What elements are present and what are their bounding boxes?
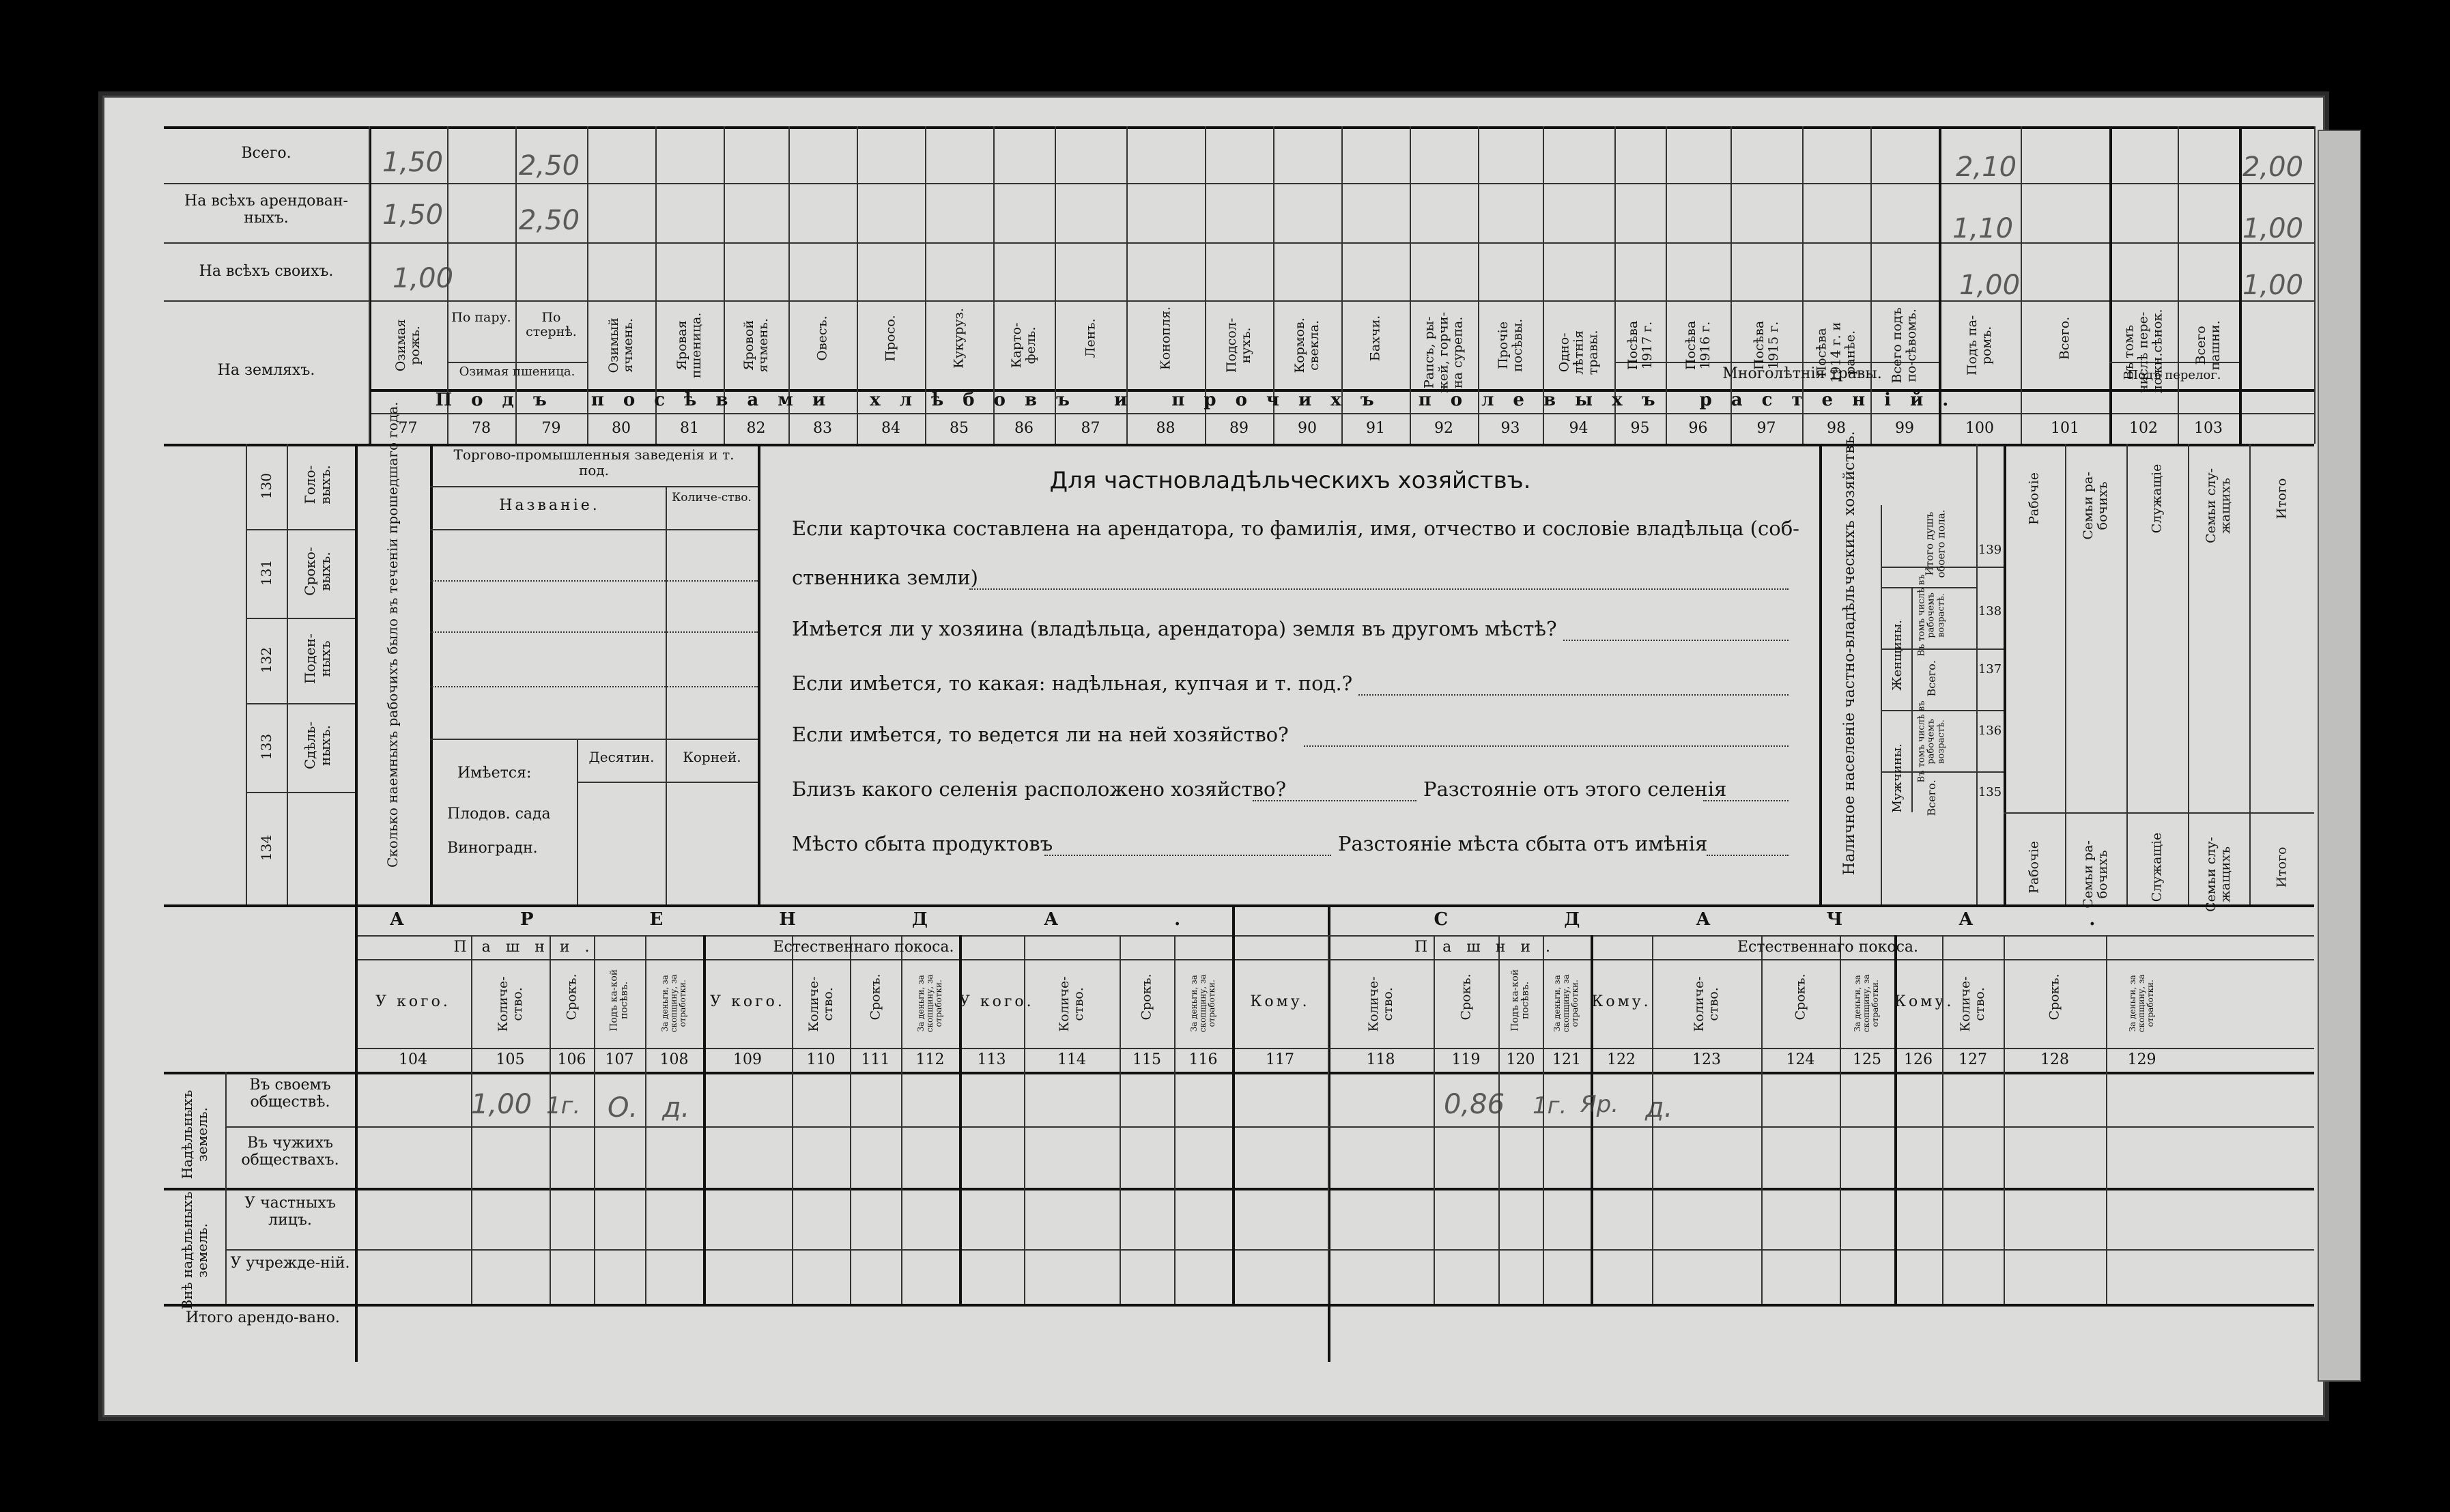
- q6a: Мѣсто сбыта продуктовъ: [792, 832, 1053, 855]
- top-col-number: 83: [813, 420, 832, 437]
- lease-col-number: 117: [1266, 1051, 1294, 1068]
- hand-arend-77: 1,50: [382, 199, 444, 231]
- livestock-num-130: 130: [258, 472, 274, 499]
- crop-header-18: Посѣва 1917 г.: [1625, 320, 1655, 370]
- q1a: Если карточка составлена на арендатора, то фамилія, имя, отчество и сословіе владѣльца (соб-: [792, 517, 1799, 540]
- hand-vsego-77: 1,50: [382, 147, 444, 178]
- zhenshchiny-label: Женщины.: [1890, 620, 1905, 691]
- desyatin-col: Десятин.: [588, 749, 655, 765]
- row-label-arendovannykh: На всѣхъ арендован-ныхъ.: [184, 192, 348, 227]
- crop-header-4: Яровая пшеница.: [674, 312, 704, 379]
- q6b: Разстояніе мѣста сбыта отъ имѣнія: [1338, 832, 1708, 855]
- livestock-label-1: Сроко-выхъ.: [302, 547, 333, 596]
- lease-col-number: 123: [1692, 1051, 1721, 1068]
- lease-col-number: 108: [659, 1051, 689, 1068]
- pop-col-bot-4: Итого: [2274, 846, 2290, 888]
- crop-header-22: Всего подъ по-сѣвомъ.: [1890, 307, 1919, 384]
- lease-col-line: [792, 935, 793, 1304]
- lease-header-106: Срокъ.: [564, 973, 580, 1021]
- trade-qty-col: Количе-ство.: [672, 491, 752, 504]
- row-chuzhikh: Въ чужихъ обществахъ.: [241, 1135, 339, 1169]
- top-col-number: 103: [2194, 420, 2223, 437]
- trade-name-col: Названіе.: [499, 497, 600, 514]
- lease-col-number: 104: [399, 1051, 427, 1068]
- pop-col-bot-1: Семьи ра-бочихъ: [2081, 840, 2110, 909]
- lease-col-line: [901, 935, 902, 1304]
- korney-col: Корней.: [683, 749, 741, 765]
- top-col-number: 97: [1756, 420, 1776, 437]
- lease-col-line: [1761, 935, 1763, 1304]
- crop-header-25: Въ томъ числѣ пере-ложн.сѣнок.: [2121, 309, 2165, 394]
- lease-header-122: Кому.: [1591, 993, 1651, 1010]
- muzh-vsego: Всего.: [1925, 780, 1939, 816]
- hand-arend-99: 1,10: [1952, 213, 2014, 244]
- zhen-v-tom-chisle: Въ томъ числѣ въ рабочемъ возрастѣ.: [1916, 574, 1947, 657]
- pop-num-139: 139: [1978, 543, 2002, 557]
- row-label-svoikh: На всѣхъ своихъ.: [199, 263, 334, 280]
- lease-col-line: [1328, 935, 1329, 1304]
- top-col-number: 84: [881, 420, 900, 437]
- top-col-number: 98: [1827, 420, 1846, 437]
- row-uchrezhdeniy: У учрежде-ній.: [230, 1255, 350, 1272]
- lease-header-124: Срокъ.: [1793, 973, 1808, 1021]
- top-col-number: 96: [1688, 420, 1708, 437]
- top-col-line: [2314, 126, 2316, 444]
- pop-col-top-4: Итого: [2274, 478, 2290, 519]
- lease-col-number: 127: [1958, 1051, 1987, 1068]
- lease-header-104: У кого.: [375, 993, 451, 1010]
- lease-col-number: 107: [605, 1051, 634, 1068]
- pop-col-bot-2: Служащіе: [2149, 832, 2165, 902]
- q5a: Близъ какого селенія расположено хозяйство?: [792, 778, 1287, 801]
- sdacha-pashni: Пашни.: [1414, 939, 1566, 956]
- hand-s106: 1г.: [546, 1092, 581, 1119]
- lease-header-126: Кому.: [1894, 993, 1954, 1010]
- pop-num-137: 137: [1978, 662, 2002, 676]
- lease-header-114: Количе-ство.: [1057, 976, 1086, 1032]
- lease-col-line: [1591, 935, 1593, 1304]
- hired-workers-vertical: Сколько наемныхъ рабочихъ было въ теченіи прошедшаго года.: [384, 401, 401, 868]
- crop-header-23: Подъ па-ромъ.: [1965, 315, 1994, 376]
- lease-header-119: Срокъ.: [1458, 973, 1474, 1021]
- lease-col-line: [645, 935, 646, 1304]
- top-col-number: 89: [1229, 420, 1249, 437]
- pop-col-bot-3: Семьи слу-жащихъ: [2204, 836, 2233, 912]
- q3: Если имѣется, то какая: надѣльная, купчая и т. под.?: [792, 672, 1353, 695]
- top-col-line: [2239, 126, 2242, 444]
- pop-col-top-1: Семьи ра-бочихъ: [2081, 472, 2110, 540]
- lease-col-number: 112: [915, 1051, 945, 1068]
- subheader-line: [447, 362, 587, 363]
- hand-svoikh-103: 1,00: [2242, 270, 2304, 301]
- lease-col-line: [703, 935, 706, 1304]
- crop-header-5: Яровой ячмень.: [741, 318, 771, 373]
- hand-arend-79: 2,50: [519, 205, 580, 236]
- lease-col-line: [1434, 935, 1435, 1304]
- crop-header-2: По стернѣ.: [526, 310, 577, 339]
- lease-header-107: Подъ ка-кой посѣвъ.: [608, 969, 630, 1031]
- crop-header-10: Ленъ.: [1083, 318, 1098, 358]
- top-col-number: 88: [1156, 420, 1176, 437]
- crop-header-3: Озимый ячмень.: [606, 317, 636, 373]
- top-col-number: 92: [1434, 420, 1453, 437]
- top-col-number: 95: [1630, 420, 1650, 437]
- lease-col-number: 113: [977, 1051, 1006, 1068]
- lease-header-120: Подъ ка-кой посѣвъ.: [1509, 969, 1531, 1031]
- hand-svoikh-77: 1,00: [393, 263, 454, 294]
- lease-col-line: [1174, 935, 1176, 1304]
- livestock-row-line: [246, 618, 355, 619]
- top-col-number: 79: [541, 420, 561, 437]
- livestock-num-134: 134: [258, 834, 274, 861]
- top-col-number: 78: [472, 420, 491, 437]
- lease-col-number: 124: [1786, 1051, 1815, 1068]
- zhen-vsego: Всего.: [1925, 660, 1939, 697]
- card-edge: [2318, 130, 2361, 1382]
- lease-col-line: [1120, 935, 1121, 1304]
- plodov-sada-label: Плодов. сада: [447, 805, 551, 823]
- crop-header-9: Карто-фель.: [1009, 322, 1038, 369]
- crop-header-0: Озимая рожь.: [393, 319, 423, 372]
- lease-col-line: [1232, 904, 1235, 1304]
- lease-col-number: 128: [2040, 1051, 2069, 1068]
- lease-header-118: Количе-ство.: [1365, 976, 1395, 1032]
- top-col-line: [2021, 126, 2022, 444]
- lease-col-line: [355, 904, 358, 1304]
- row-itogo: Итого арендо-вано.: [186, 1309, 340, 1326]
- pop-num-136: 136: [1978, 724, 2002, 738]
- hand-z121: д.: [1645, 1092, 1673, 1124]
- q2: Имѣется ли у хозяина (владѣльца, арендатора) земля въ другомъ мѣстѣ?: [792, 617, 1557, 640]
- top-col-number: 102: [2129, 420, 2158, 437]
- trade-title: Торгово-промышленныя заведенія и т. под.: [453, 446, 735, 479]
- hand-vsego-103: 2,00: [2242, 152, 2304, 183]
- crop-header-17: Одно-лѣтнія травы.: [1556, 330, 1600, 375]
- top-col-number: 85: [950, 420, 969, 437]
- crop-header-1: По пару.: [451, 310, 511, 325]
- pop-col-bot-0: Рабочіе: [2026, 841, 2042, 894]
- ozimaya-pshenitsa-label: Озимая пшеница.: [459, 365, 575, 379]
- top-col-number: 91: [1366, 420, 1385, 437]
- top-col-number: 86: [1014, 420, 1034, 437]
- livestock-label-0: Голо-выхъ.: [302, 464, 333, 504]
- livestock-label-2: Поден-ныхъ: [302, 633, 333, 684]
- lease-col-line: [1024, 935, 1025, 1304]
- crop-header-21: Посѣва 1914 г. и ранѣе.: [1814, 322, 1858, 383]
- lease-header-117: Кому.: [1250, 993, 1310, 1010]
- pop-num-138: 138: [1978, 604, 2002, 618]
- lease-col-number: 126: [1904, 1051, 1933, 1068]
- livestock-row-line: [246, 529, 355, 530]
- lease-col-number: 121: [1552, 1051, 1581, 1068]
- pop-col-top-0: Рабочіе: [2026, 472, 2042, 525]
- lease-header-127: Количе-ство.: [1958, 976, 1987, 1032]
- lease-col-line: [1942, 935, 1943, 1304]
- sdacha-title: СДАЧА.: [1434, 909, 2212, 930]
- pop-num-135: 135: [1978, 785, 2002, 799]
- top-col-number: 94: [1569, 420, 1589, 437]
- population-vertical: Наличное населеніе частно-владѣльческихъ хозяйствъ.: [1840, 431, 1858, 876]
- lease-col-number: 111: [861, 1051, 890, 1068]
- crop-header-8: Кукуруз.: [951, 308, 967, 369]
- lease-col-line: [2004, 935, 2005, 1304]
- crop-header-26: Всего пашни.: [2193, 320, 2223, 371]
- livestock-row-line: [246, 792, 355, 793]
- lease-col-number: 118: [1366, 1051, 1395, 1068]
- row-svoem: Въ своемъ обществѣ.: [249, 1076, 331, 1111]
- lease-header-129: За деньги, за скопщину, за отработки.: [2127, 974, 2156, 1033]
- hand-p107: О.: [608, 1092, 638, 1124]
- lease-header-110: Количе-ство.: [806, 976, 836, 1032]
- lease-header-123: Количе-ство.: [1692, 976, 1721, 1032]
- mnogoletnie-travy-label: Многолѣтнія травы.: [1722, 365, 1882, 382]
- lease-header-113: У кого.: [959, 993, 1034, 1010]
- q4: Если имѣется, то ведется ли на ней хозяйство?: [792, 723, 1289, 746]
- hand-vsego-99: 2,10: [1956, 152, 2017, 183]
- top-col-line: [2109, 126, 2112, 444]
- top-col-number: 82: [746, 420, 766, 437]
- livestock-num-131: 131: [258, 559, 274, 586]
- crop-header-11: Конопля.: [1158, 306, 1173, 370]
- lease-col-number: 115: [1133, 1051, 1161, 1068]
- hand-q118: 0,86: [1444, 1089, 1505, 1120]
- livestock-label-3: Сдѣль-ныхъ.: [302, 721, 333, 770]
- q5b: Разстояніе отъ этого селенія: [1423, 778, 1727, 801]
- crop-header-20: Посѣва 1915 г.: [1751, 320, 1781, 370]
- lease-col-line: [1894, 935, 1897, 1304]
- private-title: Для частновладѣльческихъ хозяйствъ.: [1049, 467, 1531, 494]
- lease-col-number: 110: [806, 1051, 836, 1068]
- row-label-zemlyakh: На земляхъ.: [217, 362, 315, 379]
- pop-col-top-2: Служащіе: [2149, 463, 2165, 534]
- lease-col-number: 116: [1188, 1051, 1218, 1068]
- lease-col-number: 114: [1057, 1051, 1086, 1068]
- top-col-number: 81: [680, 420, 699, 437]
- banner-posevy: Подъ посѣвами хлѣбовъ и прочихъ полевыхъ растеній.: [435, 390, 1968, 410]
- vinograd-label: Виноградн.: [447, 840, 538, 857]
- arenda-pokos: Естественнаго покоса.: [773, 939, 954, 956]
- lease-col-line: [1840, 935, 1841, 1304]
- top-col-number: 93: [1500, 420, 1520, 437]
- imeetsya-label: Имѣется:: [457, 765, 532, 782]
- livestock-row-line: [246, 703, 355, 704]
- hand-arend-103: 1,00: [2242, 213, 2304, 244]
- lease-col-number: 106: [557, 1051, 586, 1068]
- lease-col-line: [850, 935, 851, 1304]
- crop-header-16: Прочіе посѣвы.: [1495, 318, 1525, 372]
- vnenadel-group: Внѣ надѣльныхъ земель.: [179, 1191, 210, 1310]
- top-col-line: [2178, 126, 2179, 444]
- crop-header-15: Рапсъ, ры-жей, горчи-на сурепа.: [1421, 312, 1466, 393]
- row-label-vsego: Всего.: [241, 145, 291, 162]
- muzh-v-tom-chisle: Въ томъ числѣ въ рабочемъ возрастѣ.: [1916, 700, 1947, 783]
- top-col-number: 100: [1965, 420, 1994, 437]
- lease-header-125: За деньги, за скопщину, за отработки.: [1853, 974, 1881, 1033]
- lease-col-number: 120: [1506, 1051, 1535, 1068]
- livestock-num-133: 133: [258, 733, 274, 760]
- lease-col-line: [550, 935, 551, 1304]
- hand-svoikh-99: 1,00: [1959, 270, 2021, 301]
- livestock-num-132: 132: [258, 646, 274, 673]
- top-col-number: 90: [1298, 420, 1317, 437]
- lease-header-105: Количе-ство.: [495, 976, 525, 1032]
- lease-header-109: У кого.: [710, 993, 785, 1010]
- nadelnykh-group: Надѣльныхъ земель.: [179, 1089, 210, 1180]
- lease-col-number: 119: [1451, 1051, 1481, 1068]
- lease-header-111: Срокъ.: [868, 973, 883, 1021]
- hand-z108: д.: [662, 1092, 690, 1124]
- lease-col-line: [594, 935, 595, 1304]
- top-col-number: 99: [1895, 420, 1914, 437]
- crop-header-14: Бахчи.: [1367, 315, 1383, 362]
- q1b: ственника земли): [792, 566, 978, 589]
- crop-header-12: Подсол-нухъ.: [1224, 317, 1253, 373]
- hand-vsego-79: 2,50: [519, 150, 580, 182]
- lease-col-number: 109: [733, 1051, 762, 1068]
- lease-col-line: [1543, 935, 1544, 1304]
- lease-header-115: Срокъ.: [1139, 973, 1154, 1021]
- lease-header-121: За деньги, за скопщину, за отработки.: [1552, 974, 1580, 1033]
- lease-header-116: За деньги, за скопщину, за отработки.: [1188, 974, 1217, 1033]
- lease-col-line: [2106, 935, 2107, 1304]
- muzhchiny-label: Мужчины.: [1890, 743, 1905, 813]
- crop-header-7: Просо.: [883, 315, 898, 362]
- arenda-title: АРЕНДА.: [389, 909, 1297, 930]
- top-col-number: 101: [2051, 420, 2079, 437]
- itogo-dush: Итого душъ обоего пола.: [1923, 509, 1947, 578]
- lease-header-112: За деньги, за скопщину, за отработки.: [915, 974, 944, 1033]
- lease-col-number: 125: [1853, 1051, 1881, 1068]
- lease-col-number: 122: [1607, 1051, 1636, 1068]
- hand-q105: 1,00: [471, 1089, 532, 1120]
- crop-header-13: Кормов. свекла.: [1292, 317, 1322, 373]
- crop-header-19: Посѣва 1916 г.: [1683, 320, 1713, 370]
- top-col-number: 80: [612, 420, 631, 437]
- hand-p120: Яр.: [1580, 1091, 1619, 1118]
- lease-col-line: [959, 935, 962, 1304]
- crop-header-6: Овесъ.: [814, 315, 830, 361]
- row-chastnykh: У частныхъ лицъ.: [244, 1195, 336, 1229]
- arenda-pashni: Пашни.: [453, 939, 605, 956]
- crop-header-24: Всего.: [2057, 316, 2072, 360]
- top-col-number: 87: [1081, 420, 1100, 437]
- pod-perelog-label: Подъ перелог.: [2127, 368, 2221, 382]
- top-col-line: [369, 126, 370, 444]
- lease-header-108: За деньги, за скопщину, за отработки.: [659, 974, 688, 1033]
- lease-col-number: 129: [2127, 1051, 2156, 1068]
- lease-col-number: 105: [496, 1051, 525, 1068]
- lease-header-128: Срокъ.: [2047, 973, 2062, 1021]
- pop-col-top-3: Семьи слу-жащихъ: [2204, 468, 2233, 543]
- sdacha-pokos: Естественнаго покоса.: [1737, 939, 1918, 956]
- hand-s119: 1г.: [1533, 1092, 1567, 1119]
- top-col-number: 77: [398, 420, 418, 437]
